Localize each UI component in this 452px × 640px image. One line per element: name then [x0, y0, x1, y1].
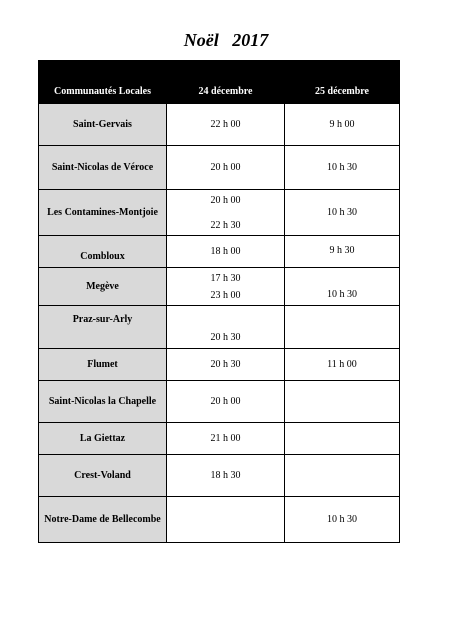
time-value: 17 h 30: [210, 272, 241, 284]
table-row: [39, 146, 400, 190]
community-name: Saint-Nicolas la Chapelle: [39, 381, 167, 423]
table-row: [39, 381, 400, 423]
table-header-row: [39, 61, 400, 104]
community-name: Saint-Nicolas de Véroce: [39, 146, 167, 190]
time-value: 10 h 30: [327, 289, 357, 300]
time-value: 20 h 00: [210, 162, 241, 173]
time-value: 18 h 30: [210, 470, 241, 481]
community-name: Saint-Gervais: [39, 104, 167, 146]
community-name: Praz-sur-Arly: [39, 306, 167, 349]
time-cell-dec-25: [285, 381, 400, 423]
time-cell-dec-25: [285, 423, 400, 455]
time-value: 10 h 30: [327, 162, 357, 173]
time-cell-dec-24: [167, 349, 285, 381]
table-body: [39, 104, 400, 543]
table-row: [39, 423, 400, 455]
time-cell-dec-24: [167, 306, 285, 349]
table-row: [39, 190, 400, 236]
community-name: Crest-Voland: [39, 455, 167, 497]
community-name: Notre-Dame de Bellecombe: [39, 497, 167, 543]
column-header-dec-24: 24 décembre: [167, 61, 285, 104]
time-cell-dec-24: [167, 104, 285, 146]
time-cell-dec-25: [285, 497, 400, 543]
time-cell-dec-25: [285, 455, 400, 497]
page-title: Noël 2017: [183, 30, 269, 50]
time-value: 20 h 30: [210, 332, 241, 343]
time-cell-dec-24: [167, 455, 285, 497]
time-value: 11 h 00: [327, 359, 357, 370]
time-value: 22 h 00: [210, 119, 241, 130]
time-cell-dec-25: [285, 306, 400, 349]
column-header-dec-25: 25 décembre: [285, 61, 400, 104]
time-cell-dec-24: [167, 497, 285, 543]
time-cell-dec-24: [167, 268, 285, 306]
time-cell-dec-25: [285, 146, 400, 190]
column-header-communities: Communautés Locales: [39, 61, 167, 104]
time-value: 21 h 00: [210, 433, 241, 444]
community-name: Megève: [39, 268, 167, 306]
community-name: Les Contamines-Montjoie: [39, 190, 167, 236]
table-row: [39, 236, 400, 268]
time-value: 20 h 00: [210, 194, 241, 206]
table-row: [39, 349, 400, 381]
time-value: 9 h 00: [329, 119, 355, 130]
time-cell-dec-24: [167, 423, 285, 455]
time-cell-dec-24: [167, 190, 285, 236]
community-name: Combloux: [39, 236, 167, 268]
time-cell-dec-25: [285, 104, 400, 146]
mass-schedule-table: [38, 60, 400, 543]
time-cell-dec-24: [167, 146, 285, 190]
table-row: [39, 455, 400, 497]
time-value: 20 h 30: [210, 359, 241, 370]
table-row: [39, 104, 400, 146]
time-value: 10 h 30: [327, 207, 357, 218]
community-name: La Giettaz: [39, 423, 167, 455]
community-name: Flumet: [39, 349, 167, 381]
table-row: [39, 497, 400, 543]
time-value: 18 h 00: [210, 246, 241, 257]
time-value: 20 h 00: [210, 396, 241, 407]
time-value: 10 h 30: [327, 514, 357, 525]
time-cell-dec-25: [285, 190, 400, 236]
time-cell-dec-25: [285, 268, 400, 306]
time-cell-dec-25: [285, 236, 400, 268]
time-cell-dec-25: [285, 349, 400, 381]
time-cell-dec-24: [167, 236, 285, 268]
time-value: 23 h 00: [210, 289, 241, 301]
table-row: [39, 306, 400, 349]
time-value: 9 h 30: [329, 245, 355, 256]
table-row: [39, 268, 400, 306]
time-value: 22 h 30: [210, 219, 241, 231]
time-cell-dec-24: [167, 381, 285, 423]
